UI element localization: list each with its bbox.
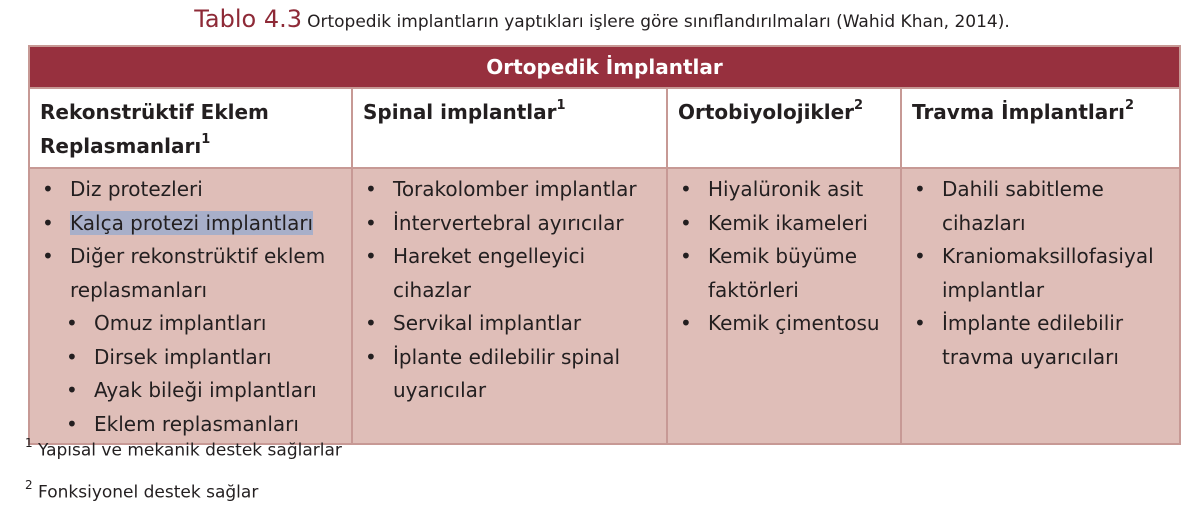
footnote-mark: 2: [1124, 98, 1135, 113]
bullet-icon: •: [914, 311, 926, 335]
sub-list-item: • Dirsek implantları: [36, 341, 345, 375]
list-item: • Diğer rekonstrüktif eklem replasmanları: [36, 240, 345, 307]
bullet-icon: •: [365, 210, 377, 235]
bullet-icon: •: [365, 177, 377, 201]
bullet-icon: •: [680, 210, 692, 235]
list-item: • Servikal implantlar: [359, 307, 660, 341]
list-item: • Kemik büyüme faktörleri: [674, 240, 894, 307]
list-item: • Kraniomaksillofasiyal implantlar: [908, 240, 1173, 307]
bullet-icon: •: [42, 210, 54, 235]
caption-label: Tablo 4.3: [194, 5, 303, 33]
list-item: • Torakolomber implantlar: [359, 173, 660, 207]
list-item: • Dahili sabitleme cihazları: [908, 173, 1173, 240]
list-item: • Diz protezleri: [36, 173, 345, 207]
implant-classification-table: [28, 45, 1181, 445]
sub-list-item: • Ayak bileği implantları: [36, 374, 345, 408]
footnote-1: [25, 438, 342, 461]
bullet-icon: •: [66, 344, 78, 369]
bullet-list: [36, 173, 345, 441]
footnote-mark: 2: [25, 478, 33, 492]
table-main-header: Ortopedik İmplantlar: [29, 46, 1180, 88]
list-item: • İmplante edilebilir travma uyarıcıları: [908, 307, 1173, 374]
column-header-orthobiologics: [667, 88, 901, 168]
footnote-text: Yapısal ve mekanik destek sağlarlar: [38, 440, 342, 461]
bullet-icon: •: [42, 244, 54, 268]
column-header-label: Rekonstrüktif Eklem Replasmanları: [40, 100, 269, 158]
bullet-icon: •: [680, 311, 692, 335]
highlighted-text[interactable]: Kalça protezi implantları: [70, 210, 314, 235]
bullet-icon: •: [914, 244, 926, 268]
column-body-spinal: [352, 168, 667, 444]
bullet-list: [359, 173, 660, 408]
sub-list-item: • Omuz implantları: [36, 307, 345, 341]
bullet-icon: •: [680, 177, 692, 201]
bullet-icon: •: [66, 311, 78, 335]
list-item: • Kemik çimentosu: [674, 307, 894, 341]
bullet-list: [908, 173, 1173, 374]
footnote-mark: 1: [556, 98, 566, 113]
column-header-spinal: [352, 88, 667, 168]
table-caption: [0, 5, 1204, 33]
column-header-label: Ortobiyolojikler: [678, 100, 855, 124]
column-body-reconstructive: [29, 168, 352, 444]
footnote-2: [25, 480, 258, 503]
bullet-list: [674, 173, 894, 341]
bullet-icon: •: [365, 244, 377, 268]
bullet-icon: •: [66, 378, 78, 402]
bullet-icon: •: [914, 177, 926, 201]
column-body-trauma: [901, 168, 1180, 444]
list-item: • İplante edilebilir spinal uyarıcılar: [359, 341, 660, 408]
footnote-mark: 1: [201, 132, 211, 147]
column-header-trauma: [901, 88, 1180, 168]
list-item: • Hareket engelleyici cihazlar: [359, 240, 660, 307]
bullet-icon: •: [42, 177, 54, 201]
bullet-icon: •: [365, 311, 377, 335]
column-header-reconstructive: [29, 88, 352, 168]
bullet-icon: •: [365, 344, 377, 369]
list-item: • Kemik ikameleri: [674, 207, 894, 241]
list-item: • İntervertebral ayırıcılar: [359, 207, 660, 241]
bullet-icon: •: [66, 411, 78, 436]
sub-list-item: • Eklem replasmanları: [36, 408, 345, 442]
footnote-text: Fonksiyonel destek sağlar: [38, 482, 259, 503]
column-body-orthobiologics: [667, 168, 901, 444]
column-header-label: Spinal implantlar: [363, 100, 557, 124]
list-item: [36, 207, 345, 241]
column-header-label: Travma İmplantları: [912, 100, 1125, 124]
footnote-mark: 1: [25, 436, 33, 450]
bullet-icon: •: [680, 244, 692, 268]
list-item: • Hiyalüronik asit: [674, 173, 894, 207]
footnote-mark: 2: [854, 98, 864, 113]
caption-text: Ortopedik implantların yaptıkları işlere göre sınıflandırılmaları (Wahid Khan, 2014).: [307, 12, 1010, 32]
